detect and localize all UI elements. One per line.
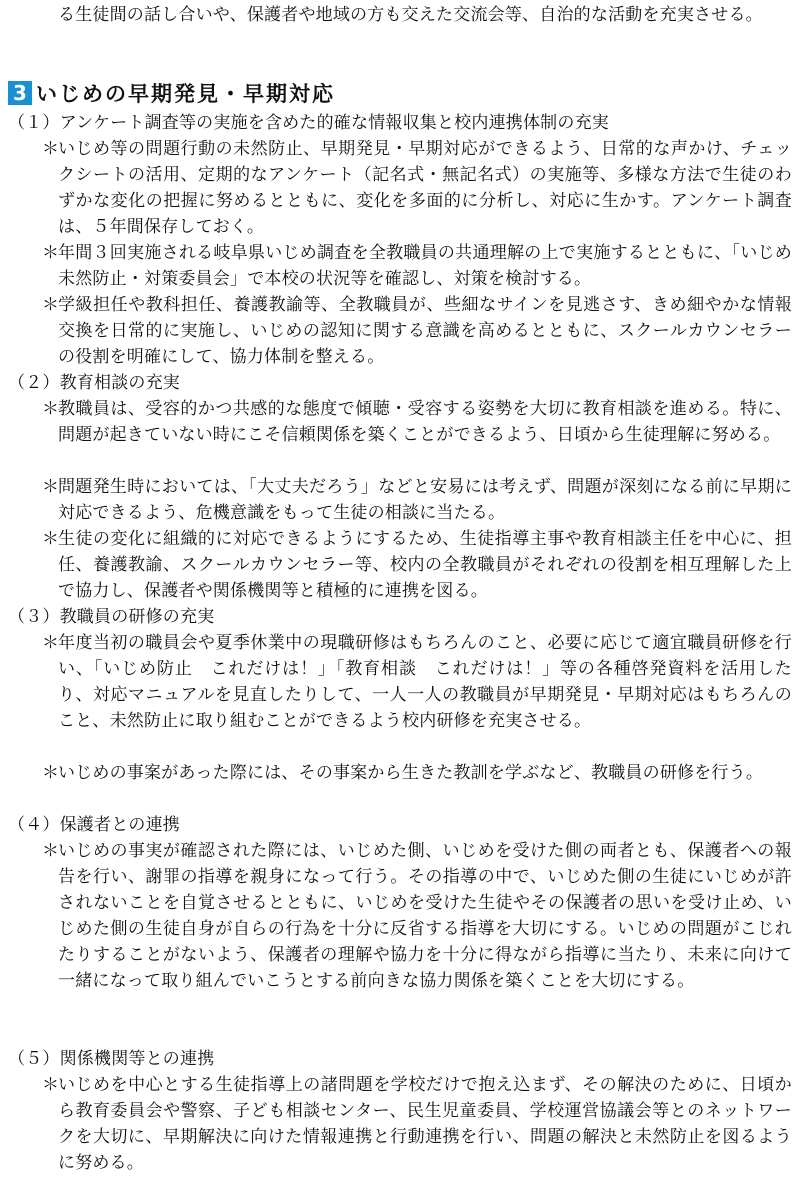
bullet-mark: ＊ (42, 295, 59, 315)
list-item-text: いじめの事案があった際には、その事案から生きた教訓を学ぶなど、教職員の研修を行う。 (58, 763, 764, 783)
list-item-text: 教職員は、受容的かつ共感的な態度で傾聴・受容する姿勢を大切に教育相談を進める。特に、問題が起きていない時にこそ信頼関係を築くことができるよう、日頃から生徒理解に努める。 (58, 399, 792, 445)
list-item (42, 396, 792, 448)
list-item (42, 136, 792, 240)
bullet-mark: ＊ (42, 477, 59, 497)
list-item-text: いじめを中心とする生徒指導上の諸問題を学校だけで抱え込まず、その解決のために、日頃から教育委員会や警察、子ども相談センター、民生児童委員、学校運営協議会等とのネットワークを大切に、早期解決に向けた情報連携と行動連携を行い、問題の解決と未然防止を図るように努める。 (58, 1075, 792, 1173)
list-item (42, 1072, 792, 1176)
list-item (42, 292, 792, 370)
list-item-text: 学級担任や教科担任、養護教諭等、全教職員が、些細なサインを見逃さす、きめ細やかな情報交換を日常的に実施し、いじめの認知に関する意識を高めるとともに、スクールカウンセラーの役割を明確にして、協力体制を整える。 (58, 295, 792, 367)
bullet-mark: ＊ (42, 243, 59, 263)
list-item-text: 生徒の変化に組織的に対応できるようにするため、生徒指導主事や教育相談主任を中心に、担任、養護教諭、スクールカウンセラー等、校内の全教職員がそれぞれの役割を相互理解した上で協力し、保護者や関係機関等と積極的に連携を図る。 (58, 529, 792, 601)
subsection-1-label: （１）アンケート調査等の実施を含めた的確な情報収集と校内連携体制の充実 (8, 113, 609, 133)
list-item-text: 年度当初の職員会や夏季休業中の現職研修はもちろんのこと、必要に応じて適宜職員研修を行い、「いじめ防止 これだけは！」「教育相談 これだけは！」等の各種啓発資料を活用したり、対応マニュアルを見直したりして、一人一人の教職員が早期発見・早期対応はもちろんのこと、未然防止に取り組むことができるよう校内研修を充実させる。 (58, 633, 792, 731)
list-item (42, 838, 792, 994)
bullet-mark: ＊ (42, 399, 59, 419)
bullet-mark: ＊ (42, 763, 59, 783)
section-heading (8, 78, 335, 108)
subsection-5-label: （５）関係機関等との連携 (8, 1049, 215, 1069)
subsection-2-label: （２）教育相談の充実 (8, 373, 180, 393)
bullet-mark: ＊ (42, 841, 59, 861)
list-item (42, 240, 792, 292)
bullet-mark: ＊ (42, 1075, 59, 1095)
list-item-text: 年間３回実施される岐阜県いじめ調査を全教職員の共通理解の上で実施するとともに、「いじめ未然防止・対策委員会」で本校の状況等を確認し、対策を検討する。 (58, 243, 792, 289)
list-item-text: いじめの事実が確認された際には、いじめた側、いじめを受けた側の両者とも、保護者への報告を行い、謝罪の指導を親身になって行う。その指導の中で、いじめた側の生徒にいじめが許されないことを自覚させるとともに、いじめを受けた生徒やその保護者の思いを受け止め、いじめた側の生徒自身が自らの行為を十分に反省する指導を大切にする。いじめの問題がこじれたりすることがないよう、保護者の理解や協力を十分に得ながら指導に当たり、未来に向けて一緒になって取り組んでいこうとする前向きな協力関係を築くことを大切にする。 (58, 841, 792, 991)
list-item (42, 526, 792, 604)
list-item (42, 760, 792, 786)
section-number-badge: 3 (8, 81, 32, 105)
subsection-4-label: （４）保護者との連携 (8, 815, 180, 835)
section-title: いじめの早期発見・早期対応 (36, 82, 335, 106)
list-item (42, 474, 792, 526)
list-item-text: 問題発生時においては、「大丈夫だろう」などと安易には考えず、問題が深刻になる前に早期に対応できるよう、危機意識をもって生徒の相談に当たる。 (58, 477, 792, 523)
bullet-mark: ＊ (42, 529, 59, 549)
list-item-text: いじめ等の問題行動の未然防止、早期発見・早期対応ができるよう、日常的な声かけ、チェックシートの活用、定期的なアンケート（記名式・無記名式）の実施等、多様な方法で生徒のわずかな変化の把握に努めるとともに、変化を多面的に分析し、対応に生かす。アンケート調査は、５年間保存しておく。 (58, 139, 792, 237)
carryover-paragraph: る生徒間の話し合いや、保護者や地域の方も交えた交流会等、自治的な活動を充実させる。 (58, 5, 763, 25)
list-item (42, 630, 792, 734)
bullet-mark: ＊ (42, 139, 59, 159)
bullet-mark: ＊ (42, 633, 59, 653)
subsection-3-label: （３）教職員の研修の充実 (8, 607, 215, 627)
